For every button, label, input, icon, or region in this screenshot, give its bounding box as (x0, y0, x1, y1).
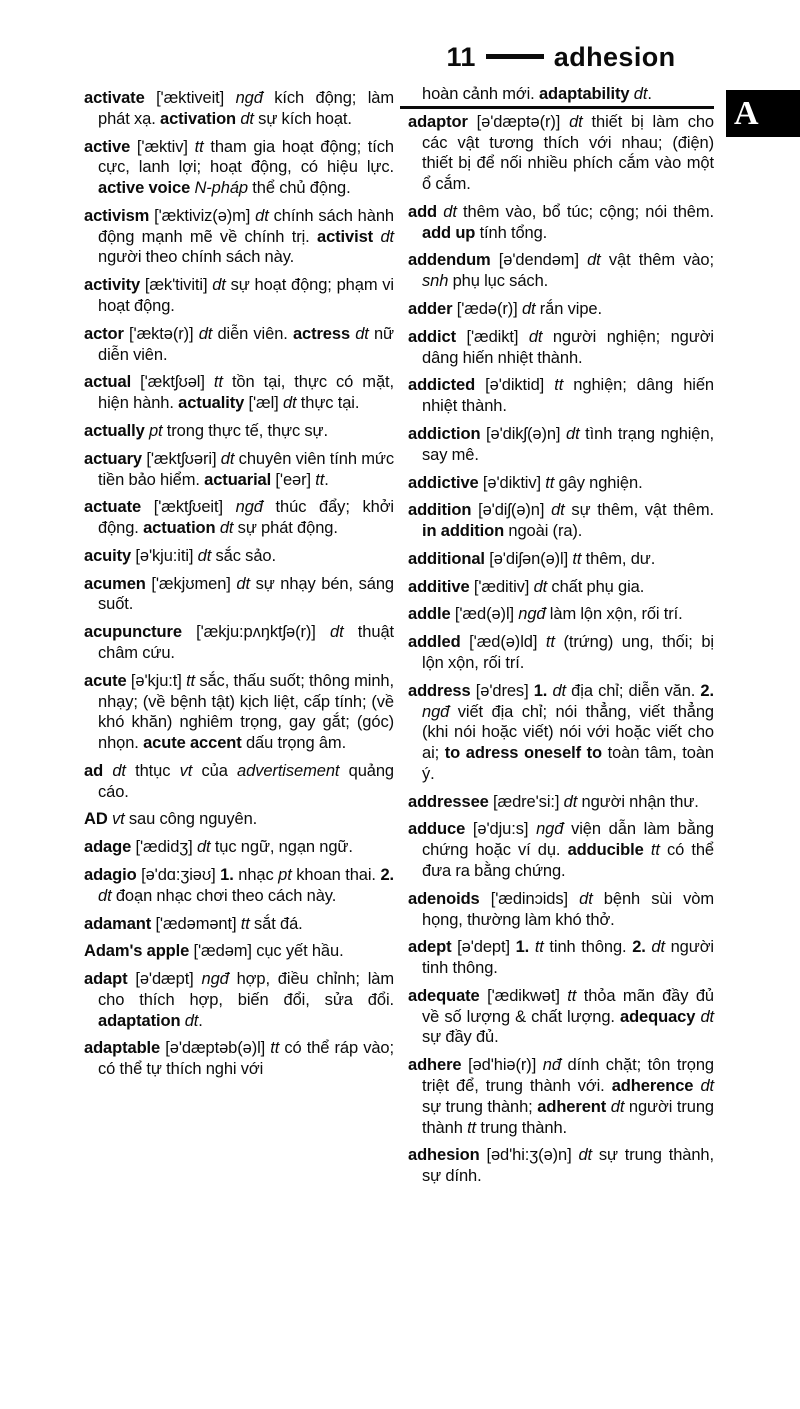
entry-adams-apple (84, 941, 394, 962)
text-segment: acupuncture (84, 623, 182, 642)
text-segment: [æk'tiviti] (140, 276, 213, 295)
text-segment: sự đầy đủ. (422, 1028, 499, 1047)
text-segment: AD (84, 810, 108, 829)
text-segment: dt (196, 838, 211, 857)
text-segment: dt (566, 424, 580, 443)
entry-add (408, 202, 714, 244)
entry-adagio (84, 865, 394, 907)
text-segment: thể chủ động. (248, 179, 351, 198)
text-segment: tt (650, 841, 660, 860)
text-segment: sắc sảo. (211, 546, 276, 565)
text-segment: người nghiện; người dâng hiến nhiệt thành. (422, 327, 714, 367)
header-dash (486, 54, 544, 59)
text-segment: chất phụ gia. (547, 577, 645, 596)
text-segment: ['æktiviz(ə)m] (149, 206, 256, 225)
right-column (408, 84, 714, 1187)
text-segment: sự phát động. (233, 519, 338, 538)
text-segment: nđ (542, 1056, 561, 1075)
text-segment: hợp, điều chỉnh; làm cho thích hợp, biến đổi, sửa đổi. (98, 970, 394, 1009)
text-segment: addicted (408, 376, 476, 395)
text-segment: ['æktʃʊeit] (141, 498, 236, 517)
text-segment: thuật châm cứu. (98, 623, 395, 662)
text-segment: ['ædidʒ] (131, 838, 197, 857)
text-segment: sau công nguyên. (124, 810, 258, 829)
text-segment: vt (179, 761, 193, 780)
text-segment: addiction (408, 424, 481, 443)
page-number: 11 (446, 42, 476, 72)
text-segment: Adam's apple (84, 942, 190, 961)
text-segment: [ə'dɑ:ʒiəʊ] (136, 866, 221, 884)
text-segment: adherent (537, 1097, 607, 1116)
text-segment: dt (255, 206, 269, 225)
text-segment (103, 762, 112, 780)
entry-acumen (84, 574, 394, 616)
text-segment: ['æktiv] (130, 137, 195, 156)
text-segment: ngđ (235, 498, 263, 517)
letter-tab-label: A (734, 94, 759, 132)
text-segment: 2. (380, 866, 394, 884)
text-segment: thiết bị làm cho các vật tương thích với nhau; (điện) thiết bị để nối nhiều phích cắm vào một ổ cắm. (422, 112, 714, 194)
text-segment: add (408, 202, 438, 221)
text-segment: dt (633, 85, 648, 103)
text-segment: adapt (84, 970, 128, 989)
text-segment: người nhận thư. (577, 792, 699, 811)
text-segment: actual (84, 373, 132, 392)
text-segment: thực tại. (296, 394, 360, 413)
text-segment: nữ diễn viên. (98, 324, 394, 364)
text-segment: dt (240, 109, 254, 128)
text-segment: adherence (611, 1077, 694, 1096)
text-segment: adamant (84, 914, 152, 933)
text-segment: [ə'dres] (470, 681, 534, 700)
text-segment: dt (700, 1007, 714, 1026)
text-segment: sự thêm, vật thêm. (564, 501, 714, 520)
text-segment: adaptable (84, 1039, 161, 1058)
text-segment: khoan thai. (291, 866, 381, 884)
text-segment: actor (84, 324, 124, 343)
text-segment: ['ædinɔids] (479, 889, 580, 908)
entry-addressee (408, 792, 714, 813)
text-segment: actually (84, 421, 145, 440)
text-segment: addressee (408, 792, 489, 811)
text-segment: ['ækjʊmen] (145, 574, 237, 593)
text-segment: sắc, thấu suốt; thông minh, nhạy; (về bệnh tật) kịch liệt, cấp tính; (về khó khăn) nghiêm trọng, gay gắt; (góc) nhọn. (98, 671, 394, 753)
text-segment: acuity (84, 546, 132, 565)
text-segment: to adress oneself to (444, 744, 603, 763)
text-segment: viện dẫn làm bằng chứng hoặc ví dụ. (422, 820, 714, 860)
text-segment: adaptability (538, 85, 630, 103)
text-segment: sự hoạt động; phạm vi hoạt động. (98, 276, 394, 316)
entry-ad-abbrev (84, 809, 394, 830)
text-segment: addict (408, 327, 456, 346)
text-segment: tt (240, 914, 250, 933)
text-segment: ['eər] (271, 470, 316, 489)
entry-activate (84, 88, 394, 130)
text-segment: dt (651, 938, 665, 957)
text-segment: nghiện; dâng hiến nhiệt thành. (422, 376, 714, 416)
text-segment: dt (528, 327, 543, 346)
page-header (408, 42, 714, 73)
text-segment: addition (408, 501, 472, 520)
text-segment: active (84, 137, 131, 156)
text-segment: quảng cáo. (98, 761, 395, 801)
text-segment: addled (408, 633, 461, 652)
text-segment: ['æktʃʊəl] (131, 373, 214, 392)
text-segment: ['æktə(r)] (123, 324, 199, 343)
text-segment: adhesion (408, 1146, 480, 1165)
entry-adaptable (84, 1038, 394, 1080)
entry-addendum (408, 250, 714, 292)
text-segment: ['ædə(r)] (452, 300, 522, 319)
text-segment: địa chỉ; diễn văn. (566, 681, 701, 700)
text-segment: 2. (632, 938, 646, 957)
text-segment: ['ædəmənt] (151, 914, 241, 933)
text-segment: ad (84, 761, 104, 780)
text-segment: dính chặt; tôn trọng triệt để, trung thành với. (422, 1056, 714, 1096)
text-segment: adaptor (408, 112, 468, 131)
text-segment: của (192, 761, 238, 780)
text-segment: sự trung thành; (422, 1097, 538, 1116)
entry-adapt (84, 969, 394, 1031)
text-segment: activation (160, 109, 237, 128)
text-segment: thtục (125, 761, 180, 780)
text-segment: [ə'dæpt] (127, 970, 202, 989)
text-segment: pt (278, 866, 292, 884)
text-segment: actuate (84, 498, 142, 517)
text-segment: sự trung thành, sự dính. (422, 1146, 714, 1186)
text-segment: [ə'kju:t] (126, 671, 187, 690)
text-segment: dt (330, 623, 344, 642)
text-segment: adhere (408, 1056, 462, 1075)
entry-adequate (408, 986, 714, 1048)
entry-acupuncture (84, 622, 394, 664)
text-segment: [ə'dæptəb(ə)l] (160, 1039, 271, 1058)
text-segment: rắn vipe. (535, 300, 602, 319)
entry-ad (84, 761, 394, 803)
text-segment: ['æditiv] (469, 577, 534, 596)
text-segment: ngoài (ra). (504, 522, 583, 541)
text-segment: dt (610, 1097, 625, 1116)
text-segment: ['ædikwət] (479, 986, 568, 1005)
entry-addict (408, 327, 714, 369)
text-segment: dt (569, 112, 583, 131)
text-segment: dt (700, 1077, 714, 1096)
text-segment: dt (220, 449, 235, 468)
text-segment: active voice (98, 179, 191, 198)
text-segment: in addition (422, 522, 505, 541)
text-segment: vt (111, 810, 125, 829)
text-segment: tham gia hoạt động; tích cực, lanh lợi; hoạt động, có hiệu lực. (98, 137, 395, 177)
text-segment: actuary (84, 449, 143, 468)
text-segment: sự nhạy bén, sáng suốt. (98, 574, 394, 614)
text-segment: additional (408, 549, 485, 568)
text-segment: [ædre'si:] (488, 792, 564, 811)
entry-addicted (408, 375, 714, 417)
text-segment: add up (422, 223, 476, 242)
text-segment: actuation (143, 519, 216, 538)
text-segment: dt (443, 202, 457, 221)
entry-activity (84, 275, 394, 317)
text-segment: acumen (84, 574, 146, 593)
text-segment: 1. (515, 938, 530, 957)
text-segment: dấu trọng âm. (241, 734, 347, 753)
text-segment: tt (467, 1118, 477, 1137)
entry-adaptor (408, 112, 714, 195)
text-segment: ngđ (536, 820, 564, 839)
text-segment: dt (212, 276, 226, 295)
text-segment (644, 841, 651, 859)
text-segment: adagio (84, 866, 137, 884)
text-segment: diễn viên. (212, 324, 293, 343)
entry-additive (408, 577, 714, 598)
text-segment: tt (194, 137, 204, 156)
text-segment: adder (408, 300, 453, 319)
text-segment: adaptation (98, 1011, 181, 1030)
text-segment: vật thêm vào; (600, 251, 714, 270)
entry-adept (408, 937, 714, 979)
text-segment: [əd'hi:ʒ(ə)n] (479, 1146, 579, 1165)
text-segment: nhạc (233, 866, 279, 884)
text-segment: dt (98, 886, 112, 905)
text-segment: [ə'dju:s] (465, 820, 537, 839)
letter-tab-a (726, 90, 800, 137)
text-segment: dt (112, 761, 126, 780)
text-segment: adduce (408, 820, 466, 839)
text-segment: advertisement (237, 761, 340, 780)
text-segment: trung thành. (476, 1118, 567, 1137)
text-segment: dt (282, 394, 297, 413)
entry-address (408, 681, 714, 785)
text-segment: dt (552, 681, 567, 700)
text-segment: dt (578, 1146, 593, 1165)
text-segment: acute (84, 671, 127, 690)
entry-addictive (408, 473, 714, 494)
entry-active (84, 137, 394, 199)
entry-addition (408, 500, 714, 542)
left-column (84, 88, 394, 1080)
text-segment: [ə'dept] (451, 938, 516, 957)
text-segment: ngđ (518, 605, 546, 624)
text-segment: adept (408, 938, 452, 957)
text-segment: ['æktʃʊəri] (142, 449, 221, 468)
text-segment: chính sách hành động mạnh mẽ về chính trị. (98, 206, 394, 246)
text-segment: dt (219, 519, 234, 538)
text-segment: activism (84, 206, 150, 225)
entry-adamant (84, 914, 394, 935)
text-segment: ['æd(ə)ld] (460, 633, 546, 652)
entry-addle (408, 604, 714, 625)
text-segment: phụ lục sách. (448, 272, 549, 291)
text-segment: adequacy (620, 1007, 696, 1026)
text-segment: [ə'diʃ(ə)n] (471, 501, 552, 520)
text-segment: tt (534, 938, 544, 957)
text-segment: addendum (408, 251, 491, 270)
text-segment: adequate (408, 986, 480, 1005)
text-segment: người trung thành (422, 1097, 714, 1137)
text-segment: [ə'dendəm] (490, 251, 588, 270)
text-segment: dt (380, 227, 394, 246)
text-segment: tinh thông. (543, 938, 633, 957)
text-segment: activate (84, 89, 145, 107)
text-segment: bệnh sùi vòm họng, thường làm khó thở. (422, 889, 714, 929)
text-segment: dt (563, 792, 578, 811)
text-segment: ngđ (201, 970, 229, 989)
text-segment: tt (270, 1039, 280, 1058)
entry-adhesion (408, 1145, 714, 1187)
text-segment: tình trạng nghiện, say mê. (422, 424, 715, 464)
entry-actually (84, 421, 394, 442)
entry-adhere (408, 1055, 714, 1138)
entry-acuity (84, 546, 394, 567)
text-segment: [ə'diʃən(ə)l] (484, 549, 573, 568)
text-segment: snh (422, 272, 449, 291)
text-segment: ngđ (235, 89, 263, 107)
text-segment: gây nghiện. (554, 473, 643, 492)
text-segment: người tinh thông. (422, 938, 714, 978)
text-segment: . (324, 470, 329, 489)
text-segment: thêm vào, bổ túc; cộng; nói thêm. (456, 202, 714, 221)
text-segment: dt (184, 1011, 199, 1030)
text-segment: ['æl] (244, 394, 283, 413)
text-segment: . (647, 85, 652, 103)
text-segment: tt (213, 373, 223, 392)
text-segment: sự kích hoạt. (253, 109, 352, 128)
entry-adder (408, 299, 714, 320)
entry-additional (408, 549, 714, 570)
entry-adenoids (408, 889, 714, 931)
text-segment: addictive (408, 473, 479, 492)
text-segment: [əd'hiə(r)] (461, 1056, 543, 1075)
text-segment: dt (198, 324, 213, 343)
text-segment: kích động; làm phát xạ. (98, 89, 394, 128)
text-segment: dt (355, 324, 369, 343)
text-segment: ['æd(ə)l] (450, 605, 519, 624)
text-segment: pt (148, 421, 163, 440)
text-segment: actuarial (204, 470, 272, 489)
text-segment: trong thực tế, thực sự. (162, 421, 328, 440)
text-segment: [ə'dikʃ(ə)n] (480, 424, 567, 443)
text-segment: tính tổng. (475, 223, 548, 242)
text-segment: dt (533, 577, 548, 596)
text-segment: activist (317, 227, 374, 246)
text-segment: dt (521, 300, 536, 319)
text-segment: dt (236, 574, 250, 593)
entry-actual (84, 372, 394, 414)
text-segment: viết địa chỉ; nói thẳng, viết thẳng (khi nói hoặc viết) nói với hoặc viết cho ai; (422, 702, 714, 763)
text-segment: ['æktiveit] (144, 89, 236, 107)
text-segment: actress (292, 324, 351, 343)
text-segment: dt (579, 889, 593, 908)
text-segment: [ə'diktiv] (478, 473, 546, 492)
entry-adduce (408, 819, 714, 881)
text-segment: 2. (700, 681, 714, 700)
text-segment: hoàn cảnh mới. (422, 85, 539, 103)
text-segment: chuyên viên tính mức tiền bảo hiểm. (98, 449, 394, 489)
entry-adaptable-continued (408, 84, 714, 105)
text-segment: thỏa mãn đầy đủ về số lượng & chất lượng. (422, 986, 715, 1026)
text-segment: actuality (178, 394, 245, 413)
text-segment: sắt đá. (249, 914, 303, 933)
text-segment: dt (197, 546, 212, 565)
text-segment: tt (567, 986, 577, 1005)
text-segment: người theo chính sách này. (98, 248, 295, 267)
text-segment: toàn tâm, toàn ý. (422, 744, 714, 783)
text-segment: ['ækju:pʌŋktʃə(r)] (181, 623, 331, 642)
text-segment: adducible (567, 841, 644, 860)
text-segment: tt (545, 473, 555, 492)
text-segment: dt (587, 251, 601, 270)
text-segment: đoạn nhạc chơi theo cách này. (111, 886, 337, 905)
text-segment: additive (408, 577, 470, 596)
entry-actuary (84, 449, 394, 491)
text-segment: làm lộn xộn, rối trí. (545, 605, 683, 624)
text-segment: N-pháp (194, 179, 248, 198)
entry-actuate (84, 497, 394, 539)
text-segment: (trứng) ung, thối; bị lộn xộn, rối trí. (422, 633, 714, 672)
text-segment: ['ædikt] (456, 327, 529, 346)
text-segment: addle (408, 605, 451, 624)
text-segment: tt (572, 549, 582, 568)
entry-activism (84, 206, 394, 268)
text-segment: tt (554, 376, 564, 395)
text-segment: adage (84, 838, 132, 857)
text-segment: tồn tại, thực có mặt, hiện hành. (98, 373, 394, 413)
text-segment: activity (84, 276, 141, 295)
text-segment: tt (545, 633, 555, 652)
text-segment: có thể đưa ra bằng chứng. (422, 841, 714, 880)
entry-actor (84, 324, 394, 366)
entry-acute (84, 671, 394, 754)
text-segment: tục ngữ, ngạn ngữ. (210, 838, 353, 857)
text-segment: acute accent (143, 734, 242, 753)
text-segment: address (408, 681, 471, 700)
text-segment: có thể ráp vào; có thể tự thích nghi với (98, 1039, 394, 1079)
text-segment: ngđ (422, 702, 450, 721)
text-segment: thúc đẩy; khởi động. (98, 498, 394, 538)
text-segment: thêm, dư. (581, 549, 656, 568)
text-segment: [ə'kju:iti] (131, 546, 198, 565)
entry-adage (84, 837, 394, 858)
text-segment: dt (551, 501, 565, 520)
text-segment: 1. (220, 866, 234, 884)
entry-addiction (408, 424, 714, 466)
text-segment: [ə'diktid] (475, 376, 555, 395)
text-segment: tt (186, 671, 196, 690)
entry-addled (408, 632, 714, 674)
text-segment: 1. (533, 681, 548, 700)
text-segment: [ə'dæptə(r)] (467, 112, 570, 131)
text-segment: tt (315, 470, 325, 489)
text-segment: ['ædəm] cục yết hầu. (189, 942, 344, 961)
guide-word: adhesion (553, 42, 676, 72)
text-segment: adenoids (408, 889, 480, 908)
text-segment: . (198, 1011, 203, 1030)
